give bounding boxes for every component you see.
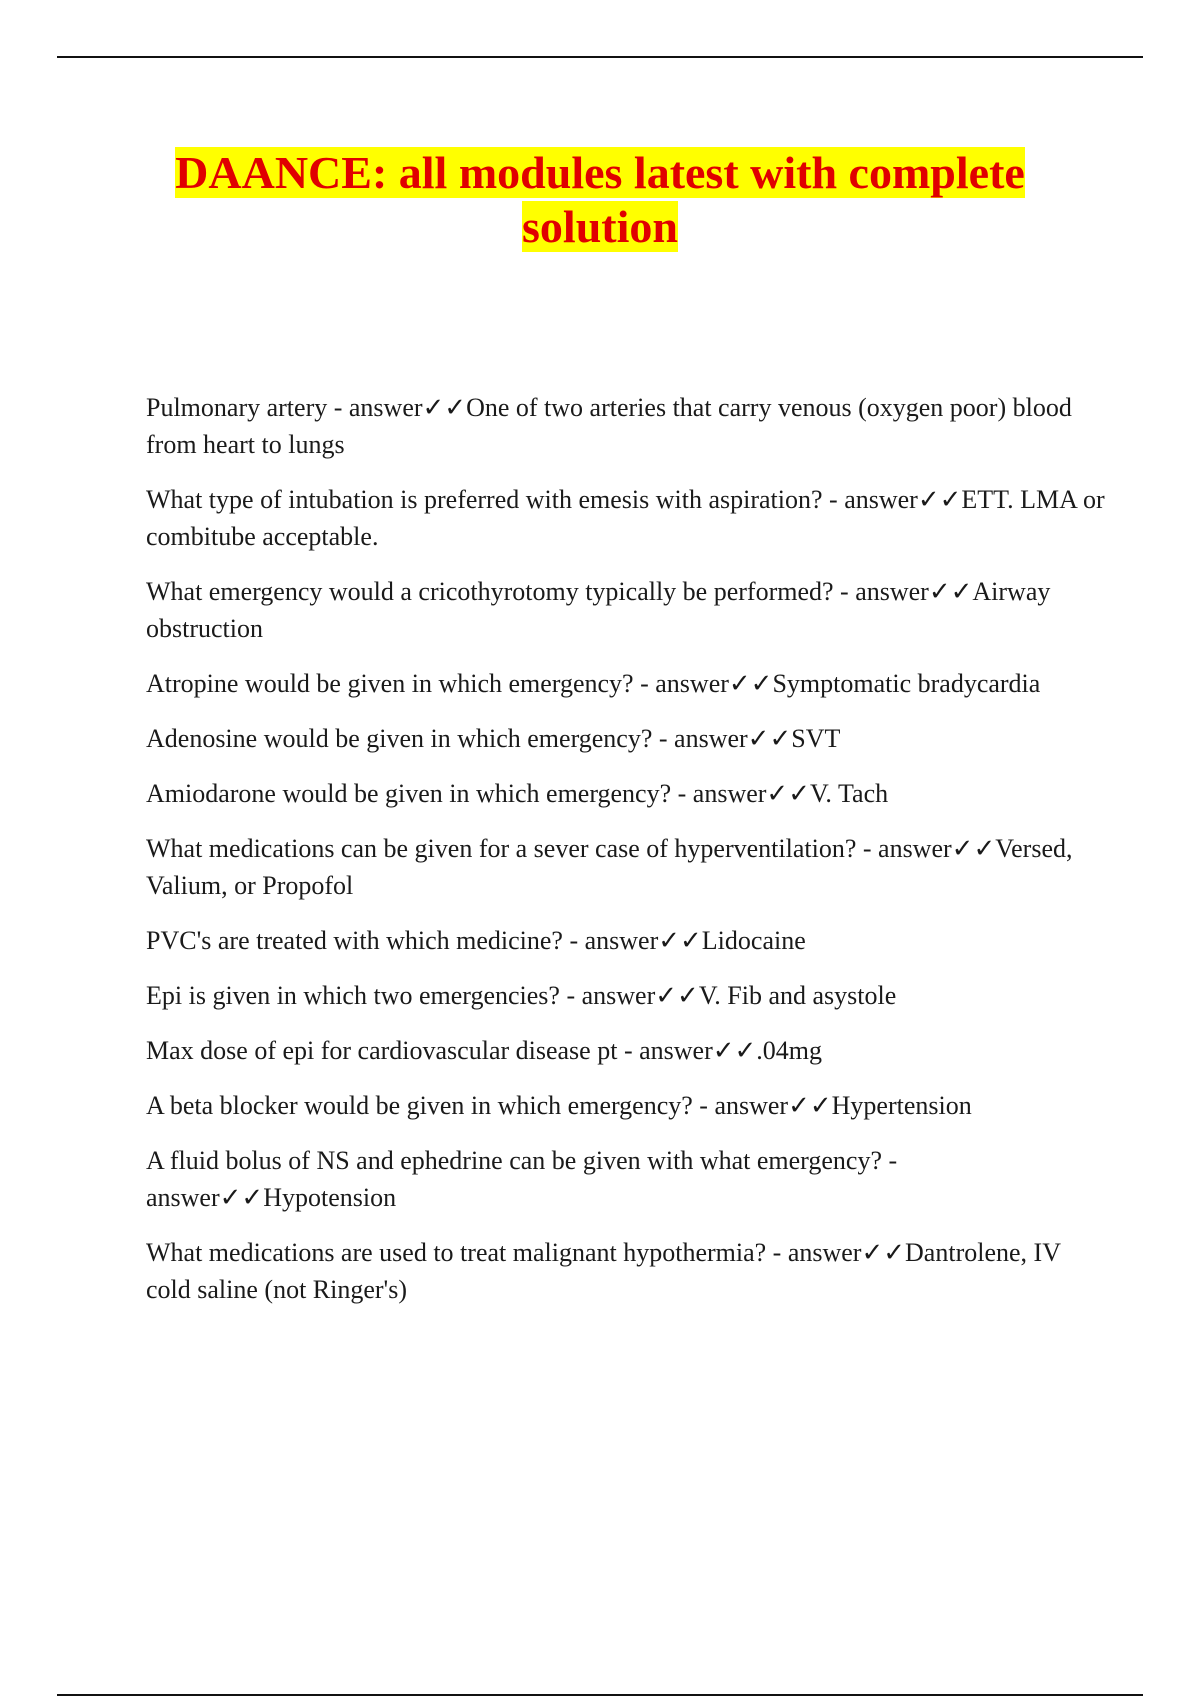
- qa-item-beta-blocker: A beta blocker would be given in which emergency? - answer✓✓Hypertension: [146, 1091, 972, 1120]
- qa-item-epi-emergencies: Epi is given in which two emergencies? - answer✓✓V. Fib and asystole: [146, 981, 897, 1010]
- title-block: [100, 146, 1100, 254]
- qa-item-atropine: Atropine would be given in which emergency? - answer✓✓Symptomatic bradycardia: [146, 669, 1041, 698]
- qa-item-intubation: What type of intubation is preferred with emesis with aspiration? - answer✓✓ETT. LMA or combitube acceptable.: [146, 485, 1105, 551]
- qa-item-malignant-hypothermia: What medications are used to treat malignant hypothermia? - answer✓✓Dantrolene, IV cold saline (not Ringer's): [146, 1238, 1061, 1304]
- qa-item-adenosine: Adenosine would be given in which emergency? - answer✓✓SVT: [146, 724, 841, 753]
- qa-item-amiodarone: Amiodarone would be given in which emergency? - answer✓✓V. Tach: [146, 779, 889, 808]
- qa-item-epi-max-dose: Max dose of epi for cardiovascular disease pt - answer✓✓.04mg: [146, 1036, 823, 1065]
- qa-item-pulmonary-artery: Pulmonary artery - answer✓✓One of two arteries that carry venous (oxygen poor) blood from heart to lungs: [146, 393, 1072, 459]
- qa-item-pvc: PVC's are treated with which medicine? - answer✓✓Lidocaine: [146, 926, 806, 955]
- top-rule: [57, 56, 1143, 58]
- bottom-rule: [57, 1694, 1143, 1696]
- qa-item-cricothyrotomy: What emergency would a cricothyrotomy typically be performed? - answer✓✓Airway obstruction: [146, 577, 1051, 643]
- document-title-text: DAANCE: all modules latest with complete solution: [175, 147, 1025, 252]
- qa-item-fluid-bolus: A fluid bolus of NS and ephedrine can be given with what emergency? - answer✓✓Hypotension: [146, 1146, 898, 1212]
- qa-item-hyperventilation: What medications can be given for a sever case of hyperventilation? - answer✓✓Versed, Valium, or Propofol: [146, 834, 1073, 900]
- document-title: [100, 146, 1100, 254]
- qa-list: [146, 389, 1106, 1326]
